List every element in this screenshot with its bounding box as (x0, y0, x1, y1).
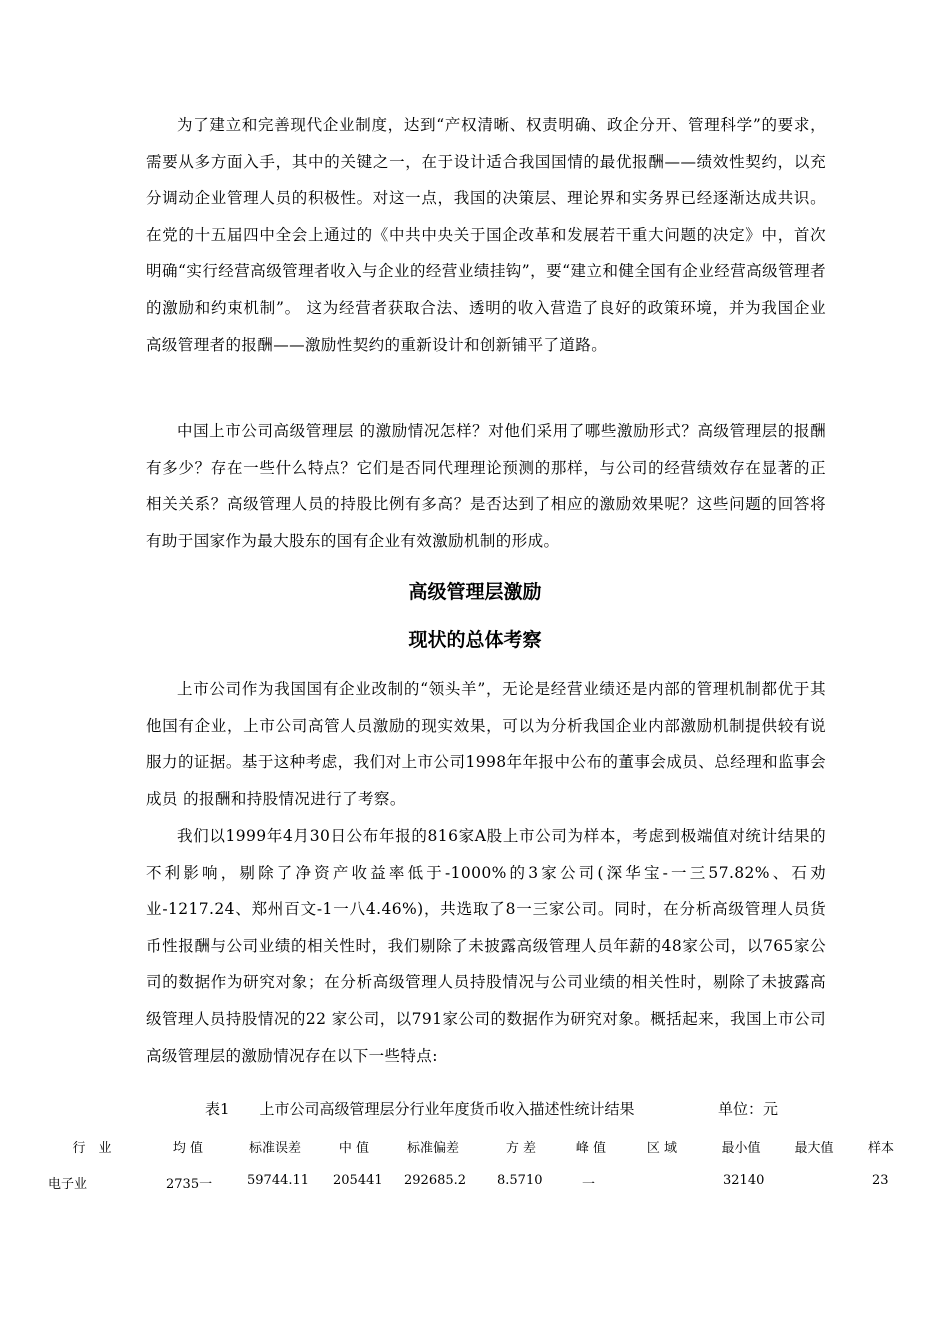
table-header-cell: 均 值 (172, 1141, 204, 1156)
section-heading: 高级管理层激励 (408, 581, 542, 603)
table-header-cell: 峰 值 (575, 1141, 607, 1156)
table-header-cell: 标准误差 (248, 1141, 302, 1156)
table-header-cell: 方 差 (505, 1141, 537, 1156)
table-header-cell: 最大值 (794, 1141, 834, 1156)
section-subheading: 现状的总体考察 (408, 629, 542, 651)
table-header-cell: 区 域 (646, 1141, 678, 1156)
table-header-cell: 最小值 (721, 1141, 761, 1156)
table-title: 表1 上市公司高级管理层分行业年度货币收入描述性统计结果 (205, 1100, 635, 1118)
table-cell: 电子业 (48, 1177, 88, 1192)
table-cell: 59744.11 (247, 1173, 310, 1188)
paragraph: 为了建立和完善现代企业制度，达到“产权清晰、权责明确、政企分开、管理科学”的要求，需要从多方面入手，其中的关键之一，在于设计适合我国国情的最优报酬——绩效性契约，以充分调动企业管理人员的积极性。对这一点，我国的决策层、理论界和实务界已经逐渐达成共识。在党的十五届四中全会上通过的《中共中央关于国企改革和发展若干重大问题的决定》中，首次明确“实行经营高级管理者收入与企业的经营业绩挂钩”，要“建立和健全国有企业经营高级管理者的激励和约束机制”。 这为经营者获取合法、透明的收入营造了良好的政策环境，并为我国企业高级管理者的报酬——激励性契约的重新设计和创新铺平了道路。 (146, 116, 826, 354)
table-cell: 一 (582, 1177, 596, 1192)
table-cell: 23 (872, 1173, 889, 1188)
paragraph: 上市公司作为我国国有企业改制的“领头羊”，无论是经营业绩还是内部的管理机制都优于其他国有企业，上市公司高管人员激励的现实效果，可以为分析我国企业内部激励机制提供较有说服力的证据。基于这种考虑，我们对上市公司1998年年报中公布的董事会成员、总经理和监事会成员 的报酬和持股情况进行了考察。 (146, 680, 826, 808)
table-cell: 2735一 (166, 1177, 213, 1192)
table-header-cell: 样本 (867, 1141, 895, 1156)
table-row (0, 1173, 950, 1193)
table-header-cell: 标准偏差 (406, 1141, 460, 1156)
table-cell: 292685.2 (404, 1173, 467, 1188)
table-unit: 单位：元 (718, 1100, 779, 1118)
table-cell: 8.5710 (497, 1173, 543, 1188)
table-header-cell: 中 值 (338, 1141, 370, 1156)
table-header-cell: 行 业 (72, 1141, 112, 1156)
table-cell: 32140 (723, 1173, 765, 1188)
table-header-row (0, 1137, 950, 1157)
table-cell: 205441 (333, 1173, 383, 1188)
paragraph: 中国上市公司高级管理层 的激励情况怎样？对他们采用了哪些激励形式？高级管理层的报酬有多少？存在一些什么特点？它们是否同代理理论预测的那样，与公司的经营绩效存在显著的正相关关系？高级管理人员的持股比例有多高？是否达到了相应的激励效果呢？这些问题的回答将有助于国家作为最大股东的国有企业有效激励机制的形成。 (146, 422, 826, 550)
paragraph: 我们以1999年4月30日公布年报的816家A股上市公司为样本，考虑到极端值对统计结果的不利影响，剔除了净资产收益率低于-1000%的3家公司(深华宝-一三57.82%、石劝业-1217.24、郑州百文-1一八4.46%)，共选取了8一三家公司。同时，在分析高级管理人员货币性报酬与公司业绩的相关性时，我们剔除了未披露高级管理人员年薪的48家公司，以765家公司的数据作为研究对象；在分析高级管理人员持股情况与公司业绩的相关性时，剔除了未披露高级管理人员持股情况的22 家公司，以791家公司的数据作为研究对象。概括起来，我国上市公司高级管理层的激励情况存在以下一些特点: (146, 827, 826, 1065)
